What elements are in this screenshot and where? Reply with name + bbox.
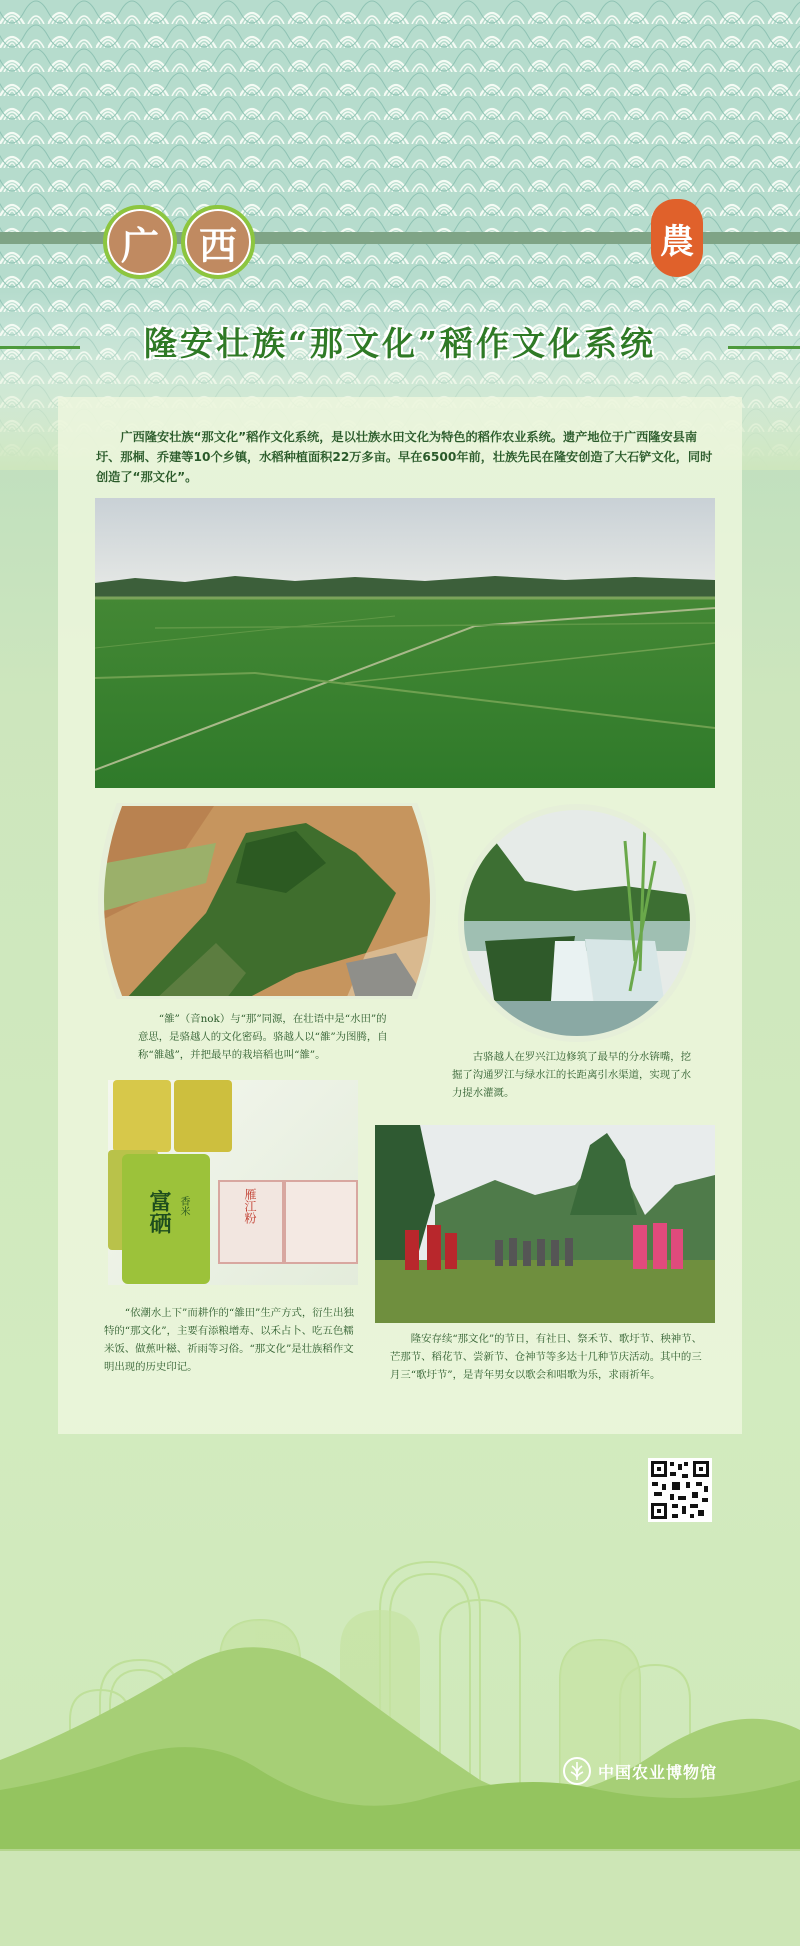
noodle-label: 雁江粉 xyxy=(243,1188,257,1224)
rice-bag-main xyxy=(122,1154,210,1284)
region-badge-xi: 西 xyxy=(181,205,255,279)
festival-photo xyxy=(375,1125,715,1323)
rice-bag-label: 富硒 xyxy=(146,1190,172,1234)
noodle-pack-2 xyxy=(284,1180,358,1264)
museum-emblem-icon xyxy=(562,1756,592,1786)
rice-bag-2 xyxy=(174,1080,232,1152)
waterfall-photo xyxy=(455,801,699,1045)
museum-logo xyxy=(562,1756,717,1786)
karst-aerial-photo xyxy=(96,803,438,999)
rice-bag-sublabel: 香米 xyxy=(178,1196,189,1216)
page-title: 隆安壮族“那文化”稻作文化系统 xyxy=(144,324,656,363)
region-badge-guang: 广 xyxy=(103,205,177,279)
seal-logo: 農 xyxy=(651,199,703,277)
qr-code[interactable] xyxy=(648,1458,712,1522)
rice-bag-1 xyxy=(113,1080,171,1152)
rice-products-photo xyxy=(108,1080,358,1285)
caption-festival: 隆安存续“那文化”的节日，有社日、祭禾节、歌圩节、秧神节、芒那节、稻花节、尝新节、仓神节等多达十几种节庆活动。其中的三月三“歌圩节”，是青年男女以歌会和唱歌为乐，求雨祈年。 xyxy=(390,1333,702,1381)
intro-text: 广西隆安壮族“那文化”稻作文化系统，是以壮族水田文化为特色的稻作农业系统。遗产地位于广西隆安县南圩、那桐、乔建等10个乡镇，水稻种植面积22万多亩。早在6500年前，壮族先民在隆安创造了大石铲文化，同时创造了“那文化”。 xyxy=(96,430,713,484)
caption-waterfall: 古骆越人在罗兴江边修筑了最早的分水锛嘴，挖掘了沟通罗江与绿水江的长距离引水渠道，实现了水力提水灌溉。 xyxy=(452,1051,691,1099)
caption-products: “依潮水上下”而耕作的“雒田”生产方式，衍生出独特的“那文化”，主要有添粮增寿、以禾占卜、吃五色糯米饭、做蕉叶糍、祈雨等习俗。“那文化”是壮族稻作文明出现的历史印记。 xyxy=(104,1307,354,1373)
caption-karst: “雒”（音nok）与“那”同源，在壮语中是“水田”的意思，是骆越人的文化密码。骆越人以“雒”为图腾，自称“雒越”，并把最早的栽培稻也叫“雒”。 xyxy=(138,1013,388,1061)
paddy-field-photo xyxy=(95,498,715,788)
museum-name: 中国农业博物馆 xyxy=(598,1762,718,1782)
hills-decoration xyxy=(0,1550,800,1946)
noodle-pack-1 xyxy=(218,1180,284,1264)
